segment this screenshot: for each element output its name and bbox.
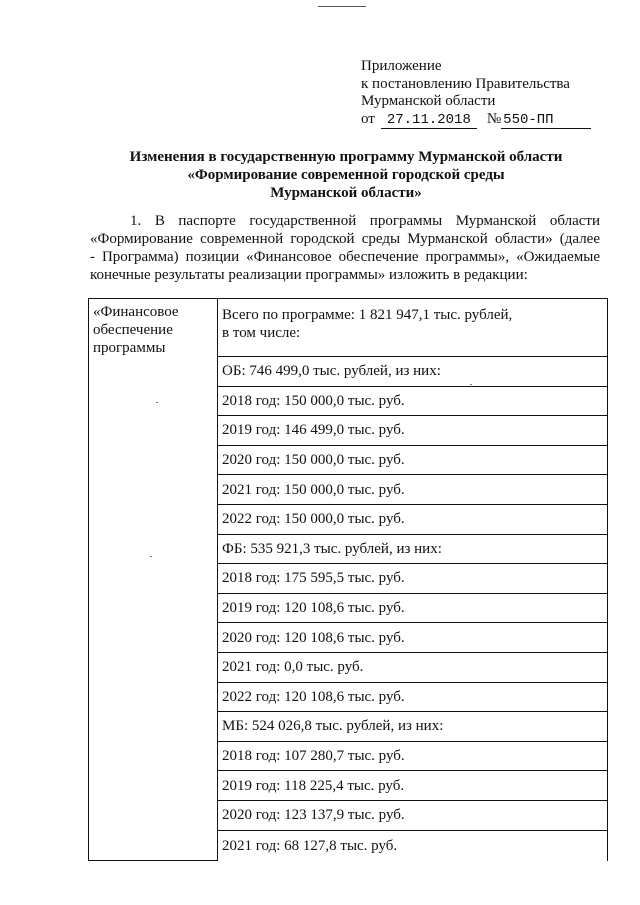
label-line-3: программы	[93, 340, 166, 356]
table-cell: 2020 год: 123 137,9 тыс. руб.	[218, 800, 608, 830]
title-line-1: Изменения в государственную программу Мурманской области	[129, 149, 563, 165]
table-cell: МБ: 524 026,8 тыс. рублей, из них:	[218, 712, 608, 742]
table-label-cell	[89, 299, 218, 861]
table-cell: ОБ: 746 499,0 тыс. рублей, из них:	[218, 357, 608, 387]
paragraph-line-2: «Формирование современной городской среды Мурманской области» (далее	[90, 231, 600, 247]
table-cell: 2019 год: 118 225,4 тыс. руб.	[218, 771, 608, 801]
table-row	[89, 299, 608, 357]
from-label: от	[361, 110, 375, 127]
appendix-line-3: Мурманской области	[361, 93, 496, 109]
table-cell: ФБ: 535 921,3 тыс. рублей, из них:	[218, 534, 608, 564]
total-cell	[218, 299, 608, 357]
paragraph-line-1: 1. В паспорте государственной программы Мурманской области	[130, 213, 600, 229]
table-cell: 2018 год: 107 280,7 тыс. руб.	[218, 741, 608, 771]
table-cell: 2018 год: 175 595,5 тыс. руб.	[218, 564, 608, 594]
paragraph-line-3: - Программа) позиции «Финансовое обеспечение программы», «Ожидаемые	[90, 249, 600, 265]
total-line-1: Всего по программе: 1 821 947,1 тыс. рублей,	[222, 307, 513, 323]
decree-number: 550-ПП	[501, 113, 591, 129]
scan-speck	[156, 402, 158, 403]
body-paragraph	[90, 212, 600, 284]
appendix-date-line	[361, 111, 591, 129]
table-cell: 2021 год: 0,0 тыс. руб.	[218, 652, 608, 682]
table-cell: 2022 год: 150 000,0 тыс. руб.	[218, 504, 608, 534]
table-cell: 2019 год: 120 108,6 тыс. руб.	[218, 593, 608, 623]
financing-table	[88, 298, 608, 861]
title-line-3: Мурманской области»	[270, 185, 422, 201]
document-title	[60, 148, 632, 202]
scan-mark	[318, 6, 366, 7]
total-line-2: в том числе:	[222, 325, 301, 341]
paragraph-line-4: конечные результаты реализации программы» изложить в редакции:	[90, 267, 528, 283]
table-cell: 2021 год: 68 127,8 тыс. руб.	[218, 830, 608, 861]
appendix-line-2: к постановлению Правительства	[361, 75, 570, 92]
appendix-line-1: Приложение	[361, 58, 442, 74]
table-cell: 2020 год: 120 108,6 тыс. руб.	[218, 623, 608, 653]
appendix-block	[361, 58, 591, 129]
number-label: №	[486, 110, 502, 127]
table-cell: 2022 год: 120 108,6 тыс. руб.	[218, 682, 608, 712]
decree-date: 27.11.2018	[381, 113, 477, 129]
table-cell: 2020 год: 150 000,0 тыс. руб.	[218, 445, 608, 475]
scan-speck	[470, 384, 472, 385]
table-cell: 2019 год: 146 499,0 тыс. руб.	[218, 416, 608, 446]
label-line-1: «Финансовое	[93, 304, 179, 320]
title-line-2: «Формирование современной городской среды	[187, 167, 505, 183]
scan-speck	[150, 556, 152, 557]
table-cell: 2018 год: 150 000,0 тыс. руб.	[218, 386, 608, 416]
label-line-2: обеспечение	[93, 322, 173, 338]
table-cell: 2021 год: 150 000,0 тыс. руб.	[218, 475, 608, 505]
